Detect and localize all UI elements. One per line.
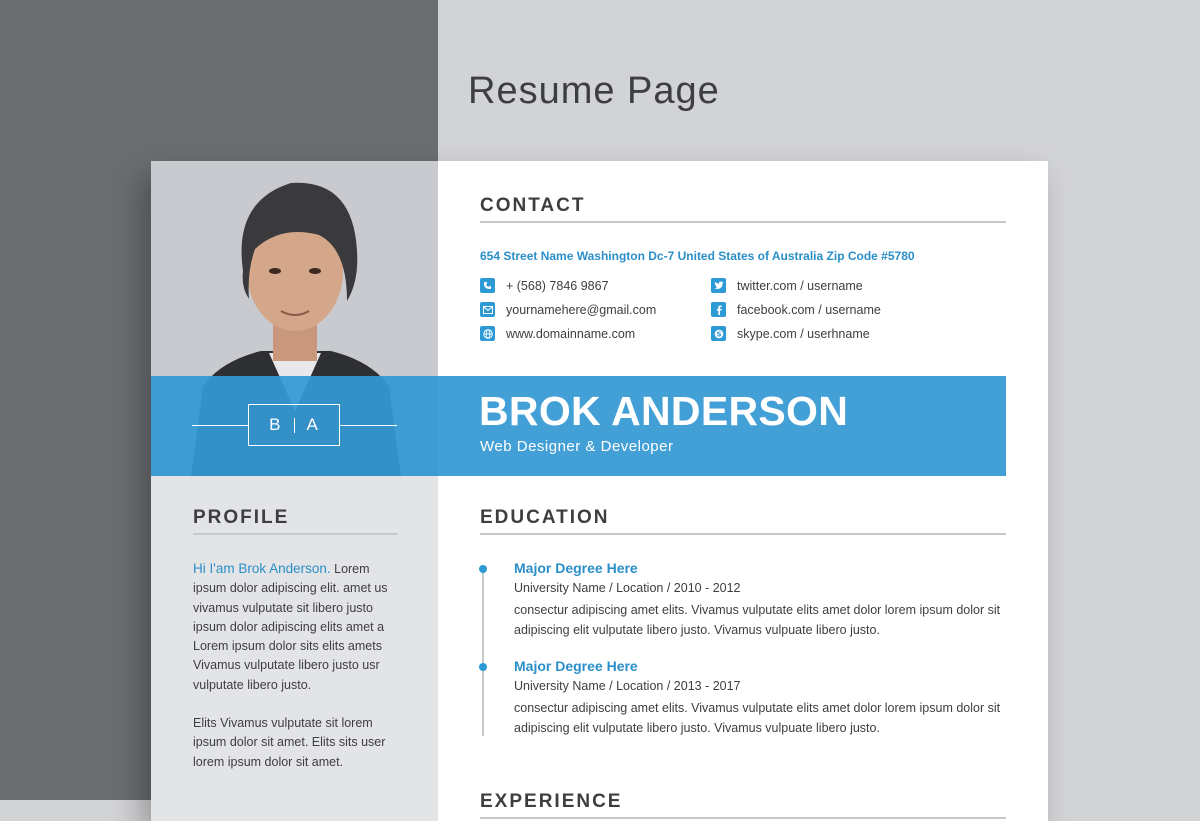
monogram-line-left bbox=[192, 425, 248, 426]
profile-section-title: PROFILE bbox=[193, 507, 398, 535]
envelope-icon bbox=[480, 302, 495, 317]
education-item-1-degree: Major Degree Here bbox=[514, 560, 638, 576]
contact-email-text: yournamehere@gmail.com bbox=[506, 302, 657, 317]
education-item-2-degree: Major Degree Here bbox=[514, 658, 638, 674]
facebook-icon bbox=[711, 302, 726, 317]
contact-section-title: CONTACT bbox=[480, 195, 1006, 223]
timeline-dot bbox=[479, 663, 487, 671]
name-banner bbox=[151, 376, 1006, 476]
skype-icon bbox=[711, 326, 726, 341]
contact-website[interactable] bbox=[480, 326, 635, 341]
education-section-title: EDUCATION bbox=[480, 507, 1006, 535]
profile-paragraph-2: Elits Vivamus vulputate sit lorem ipsum dolor sit amet. Elits sits user lorem ipsum dolor sit amet. bbox=[193, 716, 386, 769]
page-heading: Resume Page bbox=[468, 70, 720, 112]
contact-phone-text: + (568) 7846 9867 bbox=[506, 278, 609, 293]
contact-facebook-text: facebook.com / username bbox=[737, 302, 881, 317]
person-name: BROK ANDERSON bbox=[479, 388, 849, 434]
contact-address: 654 Street Name Washington Dc-7 United States of Australia Zip Code #5780 bbox=[480, 249, 915, 263]
resume-sheet bbox=[151, 161, 1048, 821]
contact-skype[interactable] bbox=[711, 326, 870, 341]
contact-twitter-text: twitter.com / username bbox=[737, 278, 863, 293]
svg-text:S: S bbox=[715, 329, 722, 338]
experience-section-title: EXPERIENCE bbox=[480, 791, 1006, 819]
phone-icon bbox=[480, 278, 495, 293]
contact-website-text: www.domainname.com bbox=[506, 326, 636, 341]
education-timeline bbox=[482, 566, 484, 736]
education-item-1-meta: University Name / Location / 2010 - 2012 bbox=[514, 581, 741, 595]
profile-paragraph-1 bbox=[193, 559, 403, 695]
globe-icon bbox=[480, 326, 495, 341]
timeline-dot bbox=[479, 565, 487, 573]
monogram-initial-second: A bbox=[306, 415, 319, 434]
monogram bbox=[248, 404, 340, 446]
education-item-2-meta: University Name / Location / 2013 - 2017 bbox=[514, 679, 741, 693]
monogram-line-right bbox=[340, 425, 397, 426]
monogram-initial-first: B bbox=[269, 415, 282, 434]
contact-twitter[interactable] bbox=[711, 278, 863, 293]
twitter-icon bbox=[711, 278, 726, 293]
contact-email[interactable] bbox=[480, 302, 656, 317]
education-item-1-description: consectur adipiscing amet elits. Vivamus vulputate elits amet dolor lorem ipsum dolor sit adipiscing elit vulputate libero justo. Vivamus vulpuate libero justo. bbox=[514, 603, 1001, 637]
profile-greeting: Hi I'am Brok Anderson. bbox=[193, 561, 331, 576]
monogram-separator bbox=[294, 418, 295, 433]
profile-paragraph-1-text: Lorem ipsum dolor adipiscing elit. amet us vivamus vulputate sit libero justo ipsum dolor adipiscing elits amet a Lorem ipsum dolor sits elits amets Vivamus vulputate libero justo usr vulputate libero justo. bbox=[193, 562, 388, 692]
person-subtitle: Web Designer & Developer bbox=[480, 438, 674, 455]
contact-skype-text: skype.com / userhname bbox=[737, 326, 870, 341]
education-item-2-description: consectur adipiscing amet elits. Vivamus vulputate elits amet dolor lorem ipsum dolor sit adipiscing elit vulputate libero justo. Vivamus vulpuate libero justo. bbox=[514, 701, 1001, 735]
contact-facebook[interactable] bbox=[711, 302, 881, 317]
contact-phone bbox=[480, 278, 609, 293]
